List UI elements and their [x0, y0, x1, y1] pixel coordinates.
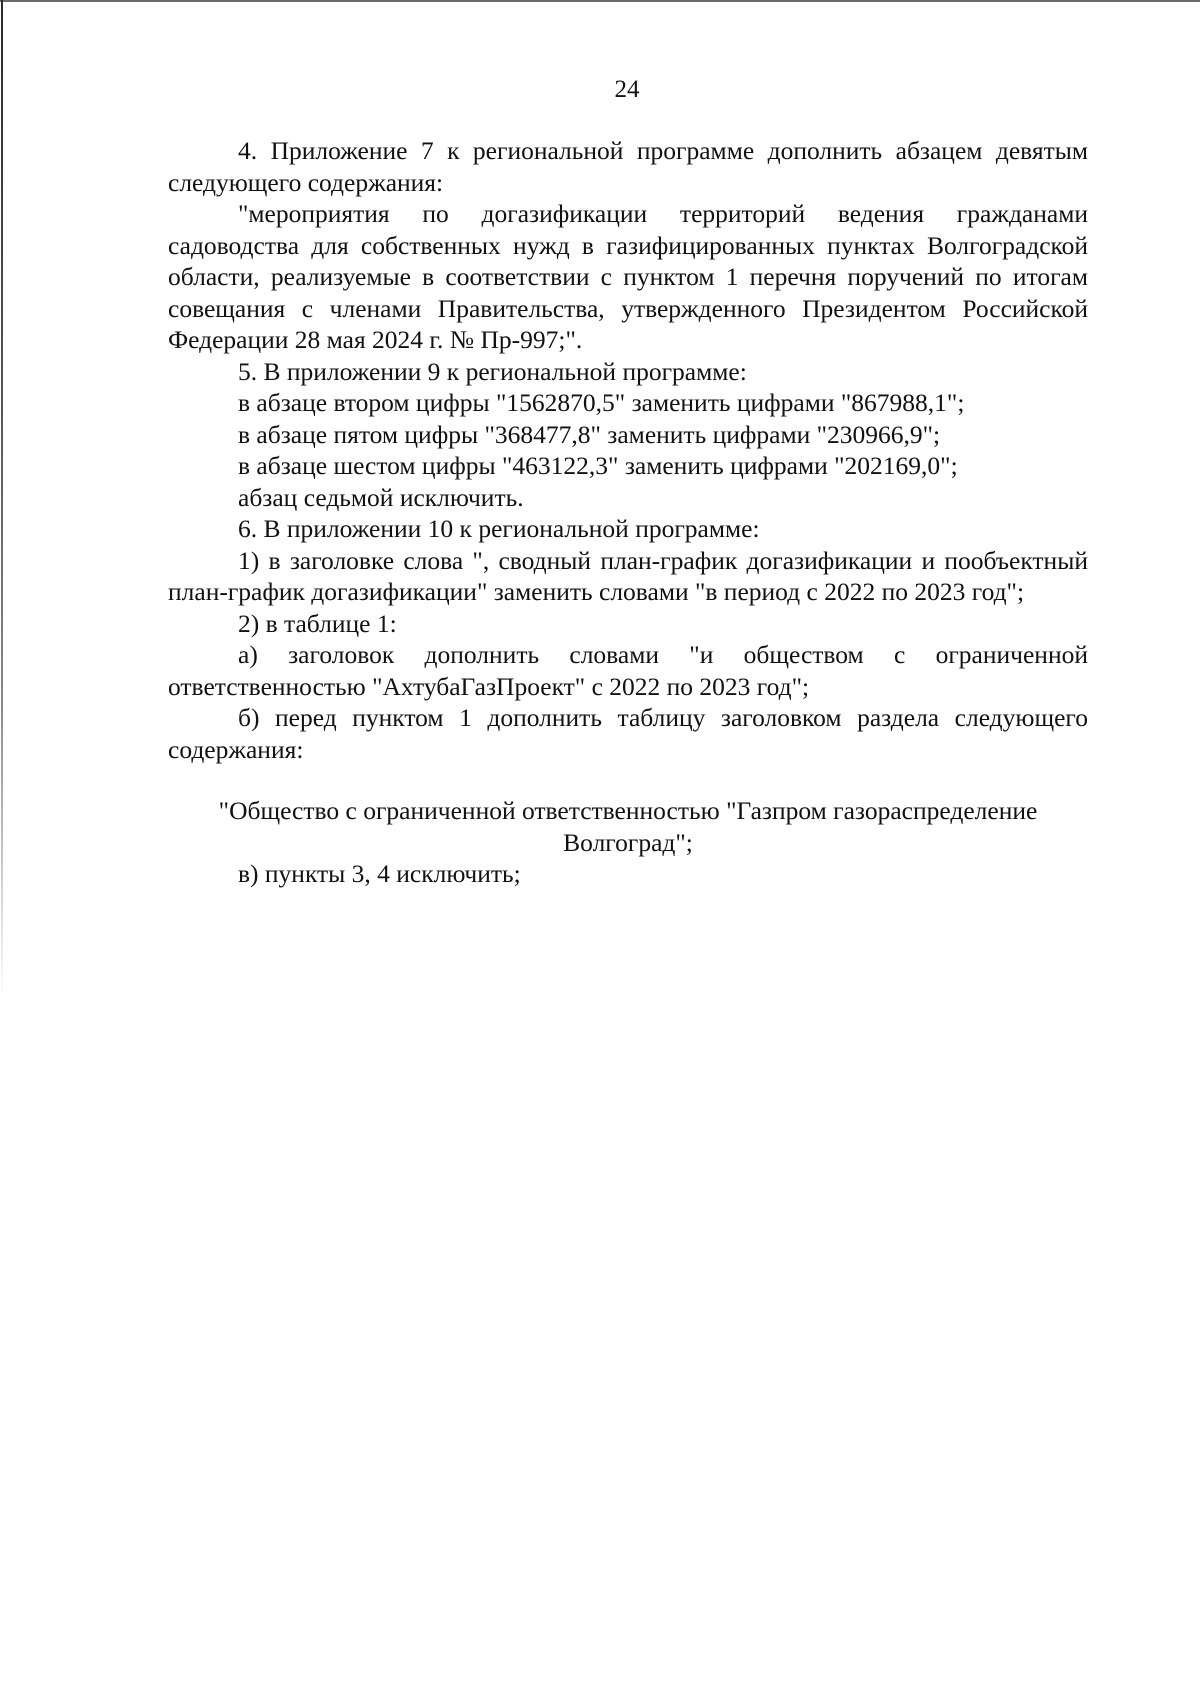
paragraph-item-5: 5. В приложении 9 к региональной программе:: [238, 356, 747, 386]
paragraph-subitem-v: в) пункты 3, 4 исключить;: [238, 859, 521, 888]
paragraph-subitem-2: 2) в таблице 1:: [238, 608, 397, 638]
paragraph-subitem-b: б) перед пунктом 1 дополнить таблицу заголовком раздела следующего содержания:: [168, 703, 1088, 764]
scan-edge-left: [1, 0, 3, 1000]
paragraph-item-6: 6. В приложении 10 к региональной программе:: [238, 514, 760, 543]
paragraph-abzac-2: в абзаце втором цифры "1562870,5" заменить цифрами "867988,1";: [238, 388, 965, 417]
section-heading-quote: [168, 795, 1088, 858]
paragraph-quote-measures: "мероприятия по догазификации территорий ведения гражданами садоводства для собственных нужд в газифицированных пунктах Волгоградской области, реализуемые в соответствии с пунктом 1 перечня поручений по итогам совещания с членами Правительства, утвержденного Президентом Российской Федерации 28 мая 2024 г. № Пр-997;".: [168, 199, 1088, 354]
paragraph-abzac-6: в абзаце шестом цифры "463122,3" заменить цифрами "202169,0";: [238, 451, 958, 480]
page-number: 24: [614, 76, 640, 103]
paragraph-abzac-7: абзац седьмой исключить.: [238, 482, 524, 512]
scan-edge-top: [0, 0, 1200, 2]
paragraph-subitem-a: а) заголовок дополнить словами "и обществом с ограниченной ответственностью "АхтубаГазПроект" с 2022 по 2023 год";: [168, 640, 1088, 701]
document-body: [168, 135, 1088, 890]
section-heading-line-1: "Общество с ограниченной ответственностью "Газпром газораспределение: [218, 796, 1038, 825]
paragraph-item-4: 4. Приложение 7 к региональной программе дополнить абзацем девятым следующего содержания:: [168, 136, 1088, 197]
paragraph-abzac-5: в абзаце пятом цифры "368477,8" заменить цифрами "230966,9";: [238, 419, 941, 449]
paragraph-subitem-1: 1) в заголовке слова ", сводный план-график догазификации и пообъектный план-график догазификации" заменить словами "в период с 2022 по 2023 год";: [168, 545, 1088, 606]
section-heading-line-2: Волгоград";: [563, 827, 693, 857]
